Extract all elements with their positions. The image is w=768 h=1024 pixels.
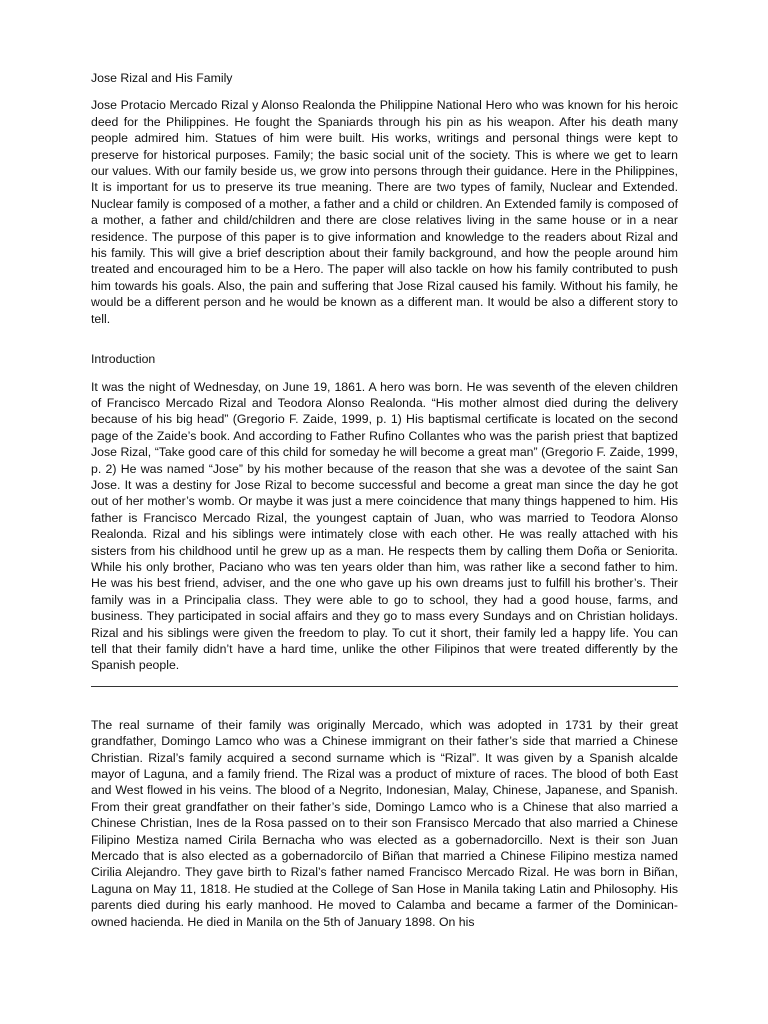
intro-paragraph: Jose Protacio Mercado Rizal y Alonso Realonda the Philippine National Hero who was known for his heroic deed for the Philippines. He fought the Spaniards through his pin as his weapon. After his death many people admired him. Statues of him were built. His works, writings and personal things were kept to preserve for historical purposes. Family; the basic social unit of the society. This is where we get to learn our values. With our family beside us, we grow into persons through their guidance. Here in the Philippines, It is important for us to preserve its true meaning. There are two types of family, Nuclear and Extended. Nuclear family is composed of a mother, a father and a child or children. An Extended family is composed of a mother, a father and child/children and there are close relatives living in the same house or in a near residence. The purpose of this paper is to give information and knowledge to the readers about Rizal and his family. This will give a brief description about their family background, and how the people around him treated and encouraged him to be a Hero. The paper will also tackle on how his family contributed to push him towards his goals. Also, the pain and suffering that Jose Rizal caused his family. Without his family, he would be a different person and he would be known as a different man. It would be also a different story to tell. bbox=[91, 98, 678, 326]
document-body bbox=[91, 70, 678, 930]
spacer bbox=[91, 687, 678, 717]
spacer bbox=[91, 327, 678, 351]
surname-paragraph: The real surname of their family was originally Mercado, which was adopted in 1731 by their great grandfather, Domingo Lamco who was a Chinese immigrant on their father’s side that married a Chinese Christian. Rizal’s family acquired a second surname which is “Rizal”. It was given by a Spanish alcalde mayor of Laguna, and a family friend. The Rizal was a product of mixture of races. The blood of both East and West flowed in his veins. The blood of a Negrito, Indonesian, Malay, Chinese, Japanese, and Spanish. From their great grandfather on their father’s side, Domingo Lamco who is a Chinese that also married a Chinese Christian, Ines de la Rosa passed on to their son Fransisco Mercado that also married a Chinese Filipino Mestiza named Cirila Bernacha who was elected as a gobernadorcillo. Next is their son Juan Mercado that is also elected as a gobernadorcilo of Biñan that married a Chinese Filipino mestiza named Cirilia Alejandro. They gave birth to Rizal’s father named Francisco Mercado Rizal. He was born in Biñan, Laguna on May 11, 1818. He studied at the College of San Hose in Manila taking Latin and Philosophy. His parents died during his early manhood. He moved to Calamba and became a farmer of the Dominican-owned hacienda. He died in Manila on the 5th of January 1898. On his bbox=[91, 717, 678, 929]
document-title: Jose Rizal and His Family bbox=[91, 71, 233, 85]
introduction-paragraph: It was the night of Wednesday, on June 19, 1861. A hero was born. He was seventh of the eleven children of Francisco Mercado Rizal and Teodora Alonso Realonda. “His mother almost died during the delivery because of his big head” (Gregorio F. Zaide, 1999, p. 1) His baptismal certificate is located on the second page of the Zaide’s book. And according to Father Rufino Collantes who was the parish priest that baptized Jose Rizal, “Take good care of this child for someday he will become a great man” (Gregorio F. Zaide, 1999, p. 2) He was named “Jose” by his mother because of the reason that she was a devotee of the saint San Jose. It was a destiny for Jose Rizal to become successful and become a great man since the day he got out of her mother’s womb. Or maybe it was just a mere coincidence that many things happened to him. His father is Francisco Mercado Rizal, the youngest captain of Juan, who was married to Teodora Alonso Realonda. Rizal and his siblings were intimately close with each other. He was really attached with his sisters from his childhood until he grew up as a man. He respects them by calling them Doña or Seniorita. While his only brother, Paciano who was ten years older than him, was rather like a second father to him. He was his best friend, adviser, and the one who gave up his own dreams just to fulfill his brother’s. Their family was in a Principalia class. They were able to go to school, they had a good house, farms, and business. They participated in social affairs and they go to mass every Sundays and on Christian holidays. Rizal and his siblings were given the freedom to play. To cut it short, their family led a happy life. You can tell that their family didn’t have a hard time, unlike the other Filipinos that were treated differently by the Spanish people. bbox=[91, 379, 678, 673]
section-heading-introduction: Introduction bbox=[91, 352, 156, 367]
